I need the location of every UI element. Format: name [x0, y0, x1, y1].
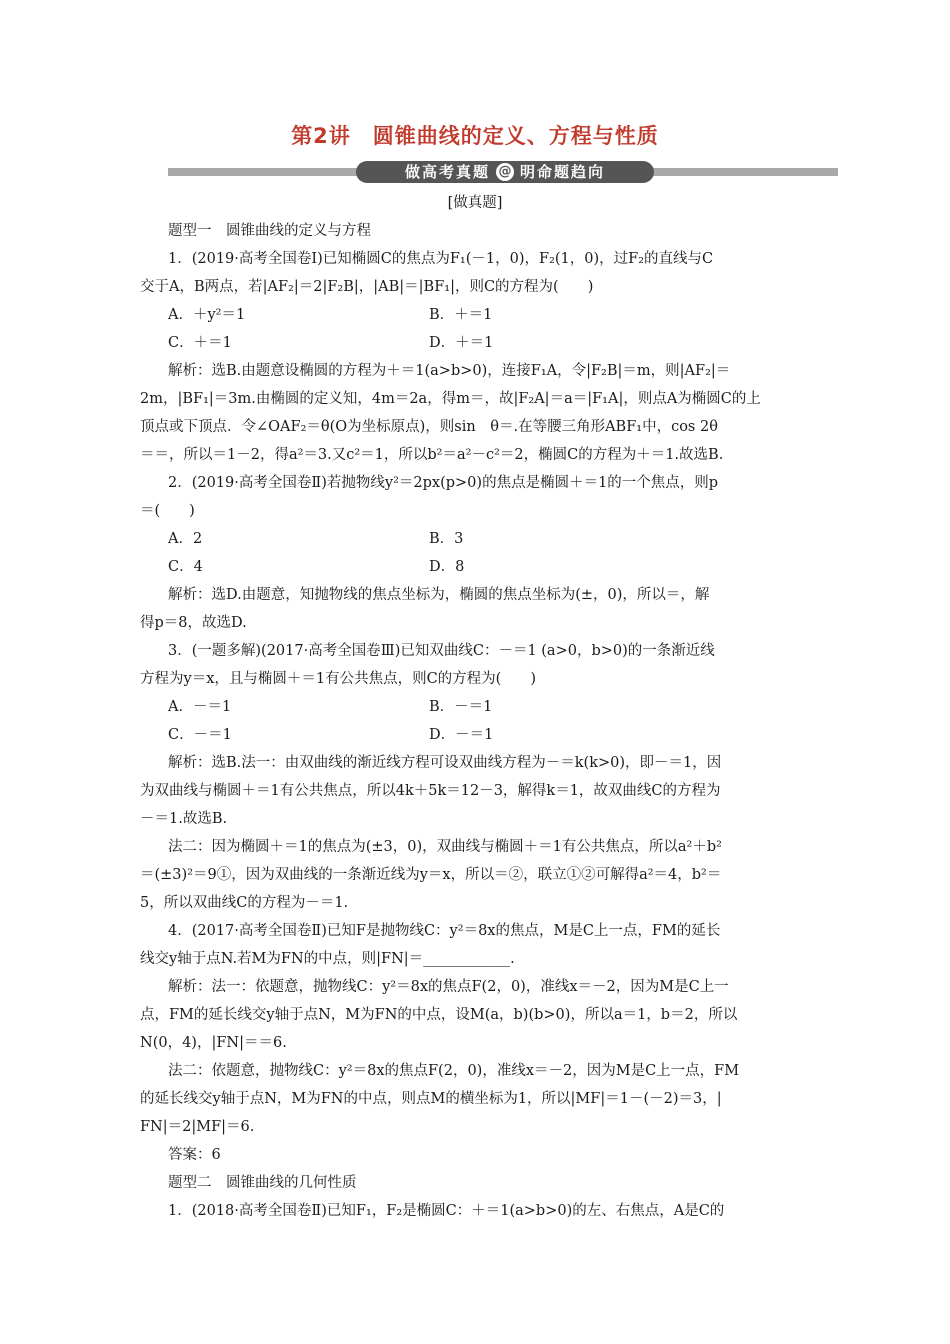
text-line: 的延长线交y轴于点N，M为FN的中点，则点M的横坐标为1，所以|MF|＝1－(－2)＝3，|	[140, 1091, 722, 1107]
text-line: FN|＝2|MF|＝6.	[140, 1119, 255, 1135]
text-line: A．＋y²＝1	[168, 307, 246, 323]
text-line: A．2	[168, 531, 203, 547]
at-icon: @	[496, 163, 514, 181]
section-banner	[168, 161, 838, 183]
banner-left-label: 做高考真题	[404, 163, 490, 181]
text-line: 2m，|BF₁|＝3m.由椭圆的定义知，4m＝2a，得m＝，故|F₂A|＝a＝|F₁A|，则点A为椭圆C的上	[140, 391, 761, 407]
banner-text	[356, 161, 654, 183]
text-line: 法二：因为椭圆＋＝1的焦点为(±3，0)，双曲线与椭圆＋＝1有公共焦点，所以a²＋b²	[168, 839, 722, 855]
text-line: 解析：选B.由题意设椭圆的方程为＋＝1(a>b>0)，连接F₁A，令|F₂B|＝m，则|AF₂|＝	[168, 363, 731, 379]
text-line: B．－＝1	[429, 699, 493, 715]
text-line: 解析：选D.由题意，知抛物线的焦点坐标为，椭圆的焦点坐标为(±，0)，所以＝，解	[168, 587, 710, 603]
text-line: ＝(±3)²＝9①，因为双曲线的一条渐近线为y＝x，所以＝②，联立①②可解得a²＝4，b²＝	[140, 867, 722, 883]
text-line: C．＋＝1	[168, 335, 232, 351]
text-line: 线交y轴于点N.若M为FN的中点，则|FN|＝____________.	[140, 951, 515, 967]
text-line: 为双曲线与椭圆＋＝1有公共焦点，所以4k＋5k＝12－3，解得k＝1，故双曲线C的方程为	[140, 783, 721, 799]
text-line: B．＋＝1	[429, 307, 493, 323]
text-line: D．＋＝1	[429, 335, 494, 351]
text-line: C．4	[168, 559, 203, 575]
text-line: 交于A，B两点，若|AF₂|＝2|F₂B|，|AB|＝|BF₁|，则C的方程为( )	[140, 279, 594, 295]
text-line: B．3	[429, 531, 464, 547]
text-line: 顶点或下顶点．令∠OAF₂＝θ(O为坐标原点)，则sin θ＝.在等腰三角形ABF₁中，cos 2θ	[140, 419, 718, 435]
text-line: 题型二 圆锥曲线的几何性质	[168, 1175, 357, 1191]
text-line: N(0，4)，|FN|＝＝6.	[140, 1035, 287, 1051]
banner-right-label: 明命题趋向	[520, 163, 606, 181]
section-label: [做真题]	[447, 195, 503, 211]
text-line: 4．(2017·高考全国卷Ⅱ)已知F是抛物线C：y²＝8x的焦点，M是C上一点，FM的延长	[168, 923, 721, 939]
text-line: A．－＝1	[168, 699, 232, 715]
text-line: ＝＝，所以＝1－2，得a²＝3.又c²＝1，所以b²＝a²－c²＝2，椭圆C的方程为＋＝1.故选B.	[140, 447, 724, 463]
text-line: D．－＝1	[429, 727, 494, 743]
banner-pill	[356, 161, 654, 183]
text-line: 5，所以双曲线C的方程为－＝1.	[140, 895, 349, 911]
text-line: 方程为y＝x，且与椭圆＋＝1有公共焦点，则C的方程为( )	[140, 671, 537, 687]
text-line: 法二：依题意，抛物线C：y²＝8x的焦点F(2，0)，准线x＝－2，因为M是C上一点，FM	[168, 1063, 740, 1079]
text-line: ＝( )	[140, 503, 195, 519]
text-line: 答案：6	[168, 1147, 221, 1163]
text-line: 得p＝8，故选D.	[140, 615, 247, 631]
text-line: 解析：选B.法一：由双曲线的渐近线方程可设双曲线方程为－＝k(k>0)，即－＝1，因	[168, 755, 722, 771]
text-line: D．8	[429, 559, 465, 575]
text-line: 1．(2019·高考全国卷Ⅰ)已知椭圆C的焦点为F₁(－1，0)，F₂(1，0)，过F₂的直线与C	[168, 251, 714, 267]
text-line: －＝1.故选B.	[140, 811, 228, 827]
text-line: C．－＝1	[168, 727, 232, 743]
text-line: 2．(2019·高考全国卷Ⅱ)若抛物线y²＝2px(p>0)的焦点是椭圆＋＝1的一个焦点，则p	[168, 475, 719, 491]
text-line: 1．(2018·高考全国卷Ⅱ)已知F₁，F₂是椭圆C：＋＝1(a>b>0)的左、右焦点，A是C的	[168, 1203, 725, 1219]
page-title: 第2讲 圆锥曲线的定义、方程与性质	[291, 124, 659, 148]
text-line: 点，FM的延长线交y轴于点N，M为FN的中点，设M(a，b)(b>0)，所以a＝1，b＝2，所以	[140, 1007, 738, 1023]
text-line: 解析：法一：依题意，抛物线C：y²＝8x的焦点F(2，0)，准线x＝－2，因为M是C上一	[168, 979, 729, 995]
text-line: 3．(一题多解)(2017·高考全国卷Ⅲ)已知双曲线C：－＝1 (a>0，b>0)的一条渐近线	[168, 643, 715, 659]
text-line: 题型一 圆锥曲线的定义与方程	[168, 223, 371, 239]
